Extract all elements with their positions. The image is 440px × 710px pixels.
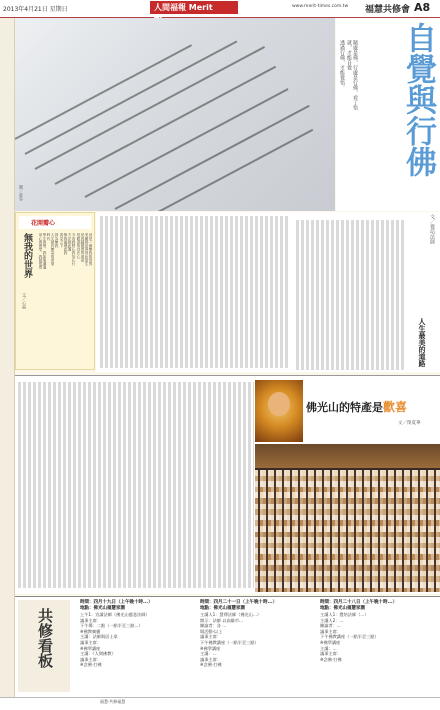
footer-text: 福慧‧共修福慧 bbox=[100, 699, 126, 704]
poem-line: 時代 bbox=[47, 233, 51, 241]
board-line: 主講人1：慧傳法師（佛光山...） bbox=[200, 612, 262, 617]
board-line: 陳諭者：... bbox=[320, 623, 341, 629]
bottom-title-accent: 歡喜 bbox=[383, 400, 408, 414]
board-time: 時間：四月十九日（上午晚十時...） bbox=[80, 600, 153, 605]
section-name: 福慧共修會 bbox=[365, 5, 411, 15]
board-column bbox=[200, 600, 316, 690]
board-time: 時間：四月二十八日（上午晚十時...） bbox=[320, 600, 398, 605]
crowd-stage bbox=[255, 444, 440, 468]
poem-title: 無我的世界 bbox=[22, 233, 32, 278]
poem-line: 學生的學，我如果溝通 bbox=[43, 233, 47, 269]
poem-banner bbox=[19, 216, 91, 229]
center-article bbox=[96, 212, 292, 372]
crowd-row bbox=[255, 588, 440, 592]
poem-author: 文／心福 bbox=[22, 293, 27, 309]
board-line: ※念佛‧打佛 bbox=[320, 656, 342, 662]
poem-line: 今宵我們心我放心行 bbox=[72, 233, 76, 266]
feature-subtitle: 隨處是佛，行處是行佛，看了悟就，才能自覺 bbox=[346, 40, 358, 110]
board-place: 地點：佛光山福慧家園 bbox=[200, 606, 245, 611]
board-line: 下午佛教講座（一點半至三點） bbox=[320, 634, 379, 640]
feature-photo bbox=[15, 18, 335, 211]
board-line: 議事主席： bbox=[200, 634, 221, 640]
board-line: 主講：... bbox=[320, 645, 337, 651]
board-column bbox=[80, 600, 196, 690]
site-url: www.merit-times.com.tw bbox=[292, 4, 349, 9]
poem-line: 美麗的世界因此而生 bbox=[85, 233, 89, 266]
poem-line: 方法就此過 bbox=[68, 233, 72, 251]
board-line: ※佛教廣播 bbox=[80, 628, 101, 634]
monk-face bbox=[268, 392, 290, 416]
bottom-title-main: 佛光山的特產是 bbox=[306, 401, 383, 414]
board-title: 共修看板 bbox=[36, 608, 54, 668]
board-line: 場活動‧以上 bbox=[200, 628, 223, 634]
board-line: ※念佛‧打佛 bbox=[80, 662, 102, 668]
board-column bbox=[320, 600, 436, 690]
board-line: 議事主席： bbox=[80, 639, 101, 645]
page-number: A8 bbox=[414, 1, 431, 14]
poem-line: 看見之下 bbox=[60, 233, 64, 248]
title-block bbox=[336, 18, 440, 211]
board-line: 議事主席： bbox=[320, 651, 341, 657]
board-line: 議事主席： bbox=[320, 628, 341, 634]
poem-body bbox=[38, 233, 93, 367]
newspaper-logo: 人間福報 Merit bbox=[150, 1, 238, 14]
board-line: 議事主席： bbox=[80, 617, 101, 623]
board-line: ※佛學講座 bbox=[80, 645, 101, 651]
left-rail bbox=[0, 18, 15, 708]
board-line: 議事主席： bbox=[200, 656, 221, 662]
board-time: 時間：四月二十一日（上午晚十時...） bbox=[200, 600, 278, 605]
board-place: 地點：佛光山福慧家園 bbox=[320, 606, 365, 611]
board-line: 下午場：二點（一點半至三點...） bbox=[80, 623, 143, 629]
board-line: 開示：法師 以高雄市... bbox=[200, 617, 244, 623]
poem-line: 因為無我 bbox=[55, 233, 59, 248]
board-line: 下午佛教講座（一點半至三點） bbox=[200, 639, 259, 645]
issue-date: 2013年4月21日 星期日 bbox=[3, 6, 68, 13]
page-header bbox=[0, 0, 440, 18]
board-line: ※念佛‧打佛 bbox=[200, 662, 222, 668]
board-line: ※佛學講座 bbox=[320, 639, 341, 645]
side-title: 人生最美的道路 bbox=[418, 318, 426, 367]
poem-line: 用心的實學，我就很實 bbox=[39, 233, 43, 269]
board-line: 主講：《人間佛教》 bbox=[80, 651, 116, 657]
photo-credit: 圖／慈容 bbox=[19, 185, 24, 201]
poem-box bbox=[15, 212, 95, 370]
board-place: 地點：佛光山福慧家園 bbox=[80, 606, 125, 611]
poem-line: 人生就有無量的希望 bbox=[51, 233, 55, 266]
board-line: 議事主席： bbox=[80, 656, 101, 662]
bottom-byline: 文／閔夏華 bbox=[398, 421, 421, 426]
board-line: 陳諭者：各 ... bbox=[200, 623, 227, 629]
poem-banner-label: 花開瓣心 bbox=[31, 220, 56, 227]
board-line: 主講人2：... bbox=[320, 617, 344, 623]
board-line: 主講：... bbox=[200, 651, 217, 657]
feature-subtitle-2: 透過行佛，才能覺悟。 bbox=[339, 40, 345, 90]
poem-line: 是因縫慈善的面前 bbox=[81, 233, 85, 262]
bottom-title bbox=[306, 398, 407, 415]
feature-byline: 文／覺培法師 bbox=[429, 214, 435, 244]
poem-line: 這是一個無我的世界 bbox=[89, 233, 93, 266]
poem-line: 無我處理此我 bbox=[64, 233, 68, 255]
feature-title: 自覺與行佛 bbox=[400, 22, 436, 177]
board-line: ※佛學講座 bbox=[200, 645, 221, 651]
poem-line: 是眼淚的自在心 bbox=[77, 233, 81, 259]
page-footer bbox=[0, 697, 440, 710]
board-line: 主講人1：覺培法師（...） bbox=[320, 612, 369, 617]
board-line: 上午1：宣讀法師（佛光山慈悲法師） bbox=[80, 612, 150, 617]
board-line: 主講：法師與居士眾 bbox=[80, 634, 118, 640]
